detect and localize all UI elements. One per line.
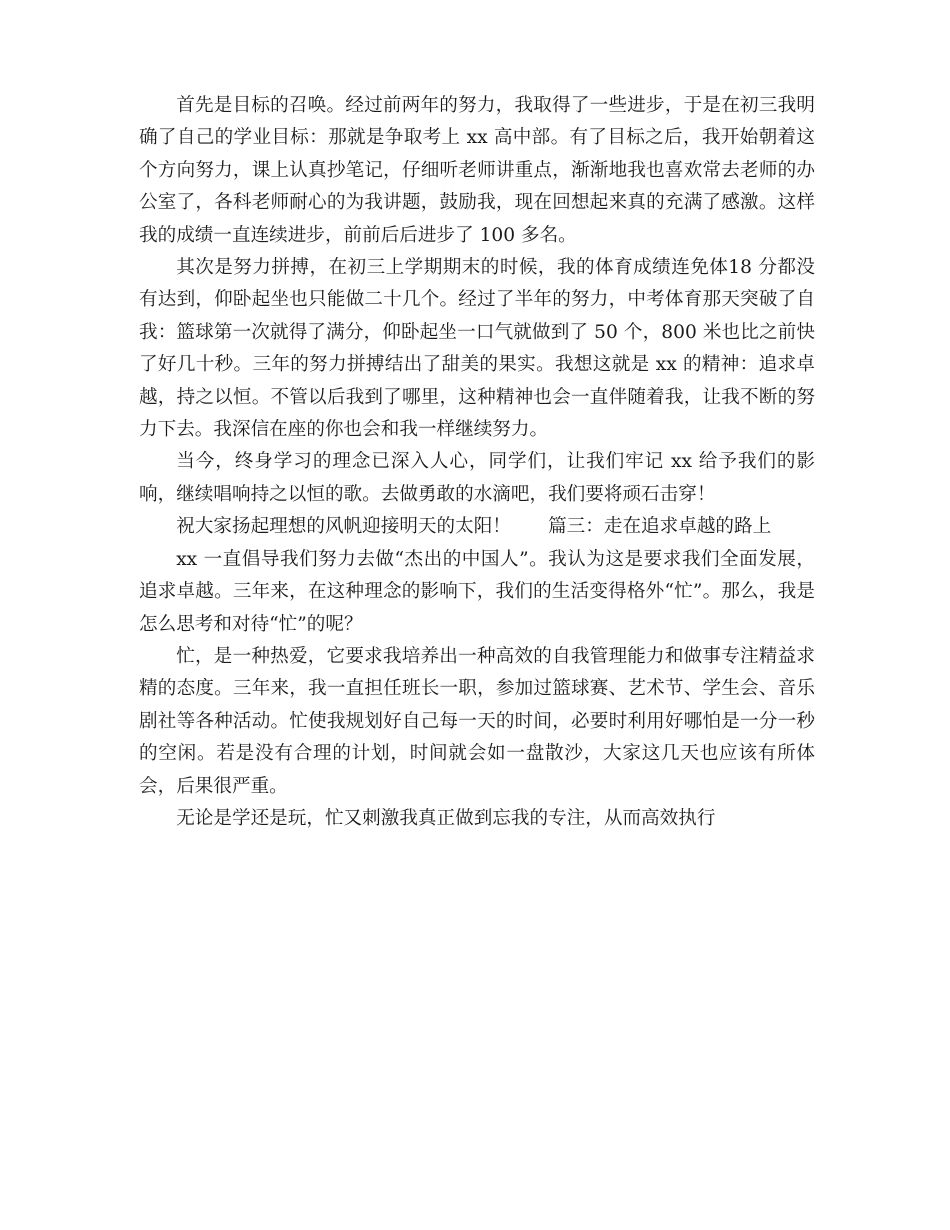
paragraph-lifelong-learning: 当今，终身学习的理念已深入人心，同学们，让我们牢记 xx 给予我们的影响，继续唱响持之以恒的歌。去做勇敢的水滴吧，我们要将顽石击穿！ (139, 451, 815, 505)
paragraph-goal: 首先是目标的召唤。经过前两年的努力，我取得了一些进步，于是在初三我明确了自己的学业目标：那就是争取考上 xx 高中部。有了目标之后，我开始朝着这个方向努力，课上认真抄笔记，仔细听老师讲重点，渐渐地我也喜欢常去老师的办公室了，各科老师耐心的为我讲题，鼓励我，现在回想起来真的充满了感激。这样我的成绩一直连续进步，前前后后进步了 100 多名。 (139, 95, 815, 246)
paragraph-busy-passion: 忙，是一种热爱，它要求我培养出一种高效的自我管理能力和做事专注精益求精的态度。三年来，我一直担任班长一职，参加过篮球赛、艺术节、学生会、音乐剧社等各种活动。忙使我规划好自己每一天的时间，必要时利用好哪怕是一分一秒的空闲。若是没有合理的计划，时间就会如一盘散沙，大家这几天也应该有所体会，后果很严重。 (139, 645, 815, 797)
paragraph-effort: 其次是努力拼搏，在初三上学期期末的时候，我的体育成绩连免体18 分都没有达到，仰卧起坐也只能做二十几个。经过了半年的努力，中考体育那天突破了自我：篮球第一次就得了满分，仰卧起坐一口气就做到了 50 个，800 米也比之前快了好几十秒。三年的努力拼搏结出了甜美的果实。我想这就是 xx 的精神：追求卓越，持之以恒。不管以后我到了哪里，这种精神也会一直伴随着我，让我不断的努力下去。我深信在座的你也会和我一样继续努力。 (139, 257, 815, 441)
paragraph-blessing-section-three: 祝大家扬起理想的风帆迎接明天的太阳！ 篇三：走在追求卓越的路上 (176, 516, 772, 538)
paragraph-outstanding-chinese: xx 一直倡导我们努力去做“杰出的中国人”。我认为这是要求我们全面发展，追求卓越。三年来，在这种理念的影响下，我们的生活变得格外“忙”。那么，我是怎么思考和对待“忙”的呢？ (139, 548, 815, 635)
paragraph-focus: 无论是学还是玩，忙又刺激我真正做到忘我的专注，从而高效执行 (176, 807, 716, 829)
document-page (139, 90, 815, 835)
